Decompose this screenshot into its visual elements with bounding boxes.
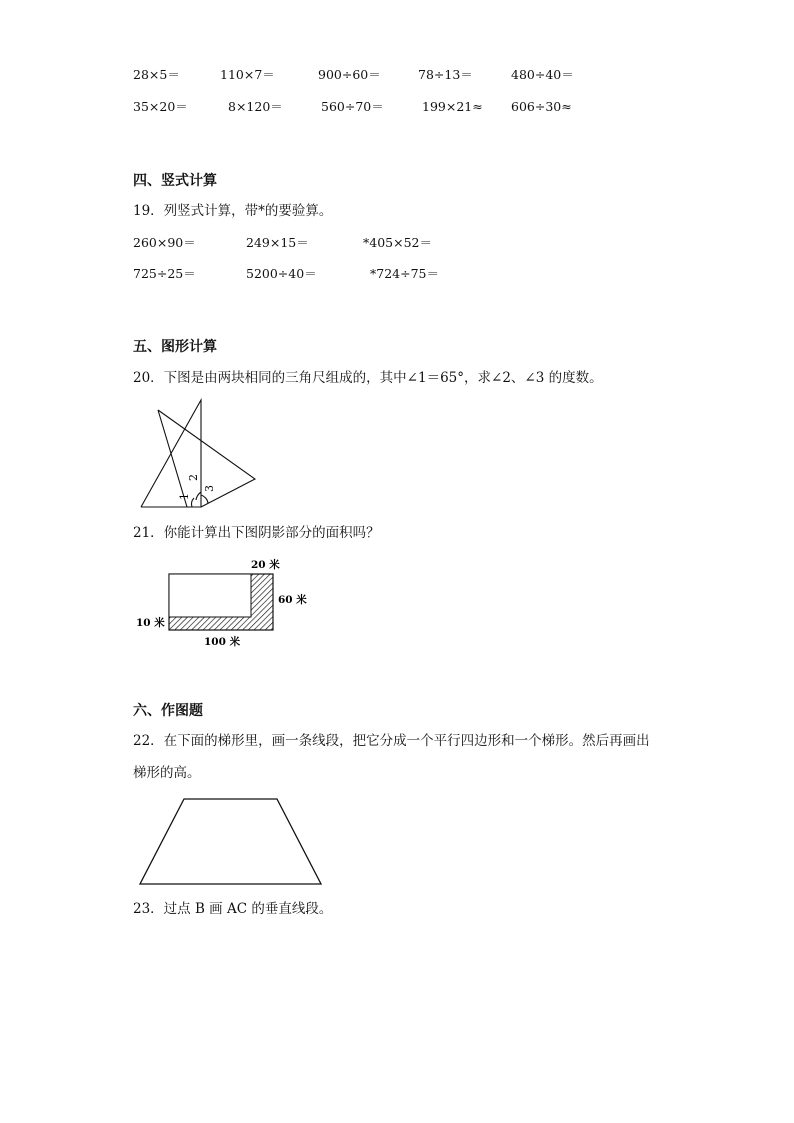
angle-label-3: 3 [203,485,216,492]
oral-calc-item: 78÷13＝ [418,67,473,82]
triangles-figure [138,400,278,510]
angle-label-1: 1 [178,493,191,500]
vertical-calc-item: 725÷25＝ [133,266,196,281]
vertical-calc-item: 249×15＝ [246,235,309,250]
label-20m: 20 米 [251,559,280,571]
label-100m: 100 米 [204,636,241,648]
question-21: 21．你能计算出下图阴影部分的面积吗？ [133,525,380,541]
oral-calc-item: 110×7＝ [220,67,275,82]
question-19: 19．列竖式计算，带*的要验算。 [133,203,333,219]
question-22-line1: 22．在下面的梯形里，画一条线段，把它分成一个平行四边形和一个梯形。然后再画出 [133,733,650,749]
vertical-calc-item: 260×90＝ [133,235,196,250]
label-10m: 10 米 [136,617,165,629]
oral-calc-item: 900÷60＝ [318,67,381,82]
label-60m: 60 米 [278,594,307,606]
vertical-calc-item: *405×52＝ [363,235,432,250]
question-23: 23．过点 B 画 AC 的垂直线段。 [133,901,333,917]
vertical-calc-item: 5200÷40＝ [246,266,317,281]
oral-calc-item: 28×5＝ [133,67,180,82]
oral-calc-item: 606÷30≈ [511,99,572,114]
section-heading-4: 四、竖式计算 [133,173,217,189]
section-heading-5: 五、图形计算 [133,339,217,355]
oral-calc-item: 35×20＝ [133,99,188,114]
question-20: 20．下图是由两块相同的三角尺组成的，其中∠1＝65°，求∠2、∠3 的度数。 [133,370,603,386]
rectangle-shaded-figure [135,556,325,651]
oral-calc-item: 480÷40＝ [511,67,574,82]
oral-calc-item: 560÷70＝ [321,99,384,114]
vertical-calc-item: *724÷75＝ [370,266,439,281]
angle-label-2: 2 [187,474,200,481]
trapezoid-figure [138,796,328,888]
oral-calc-item: 8×120＝ [228,99,283,114]
oral-calc-item: 199×21≈ [422,99,483,114]
question-22-line2: 梯形的高。 [133,765,201,781]
section-heading-6: 六、作图题 [133,703,203,719]
